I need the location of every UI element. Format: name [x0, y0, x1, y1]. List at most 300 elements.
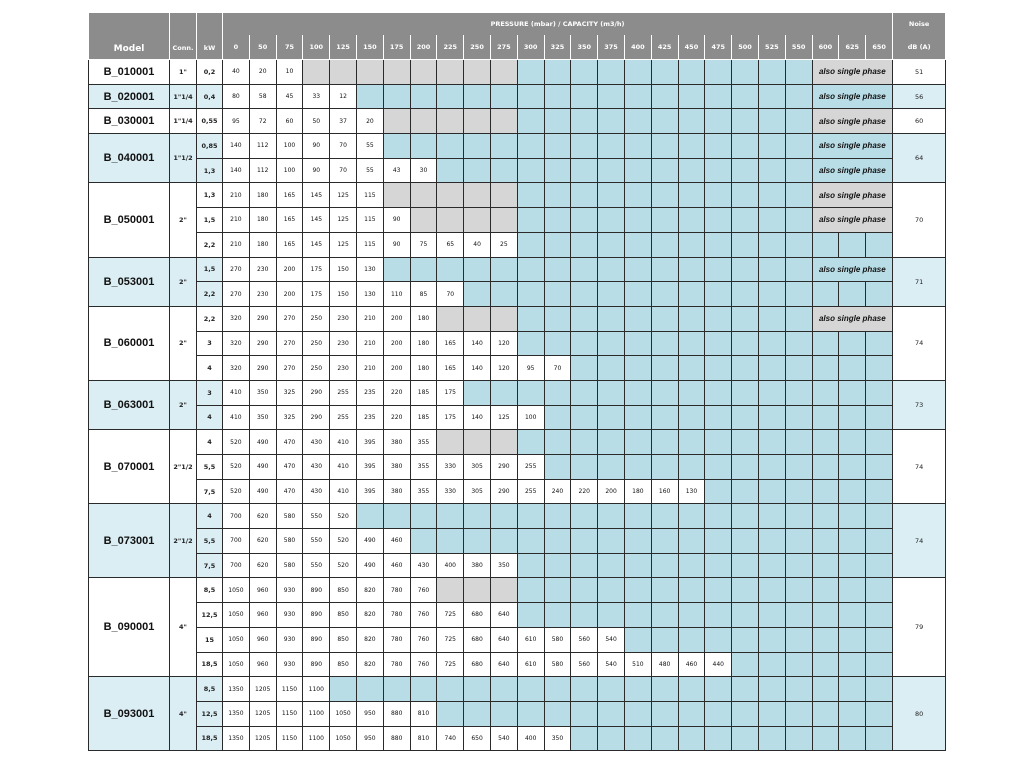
capacity-value: 620: [249, 504, 276, 529]
capacity-value: 55: [356, 158, 383, 183]
empty-cell: [464, 257, 491, 282]
empty-cell: [758, 134, 785, 159]
empty-cell: [651, 282, 678, 307]
empty-cell: [678, 183, 705, 208]
table-row: [89, 208, 946, 233]
empty-cell: [678, 578, 705, 603]
capacity-value: 210: [356, 331, 383, 356]
capacity-value: 200: [276, 257, 303, 282]
empty-cell: [544, 109, 571, 134]
empty-cell: [490, 109, 517, 134]
capacity-value: 210: [223, 208, 250, 233]
empty-cell: [678, 504, 705, 529]
capacity-value: 180: [249, 208, 276, 233]
noise-value: 51: [893, 60, 946, 85]
empty-cell: [598, 282, 625, 307]
empty-cell: [785, 603, 812, 628]
empty-cell: [705, 701, 732, 726]
empty-cell: [437, 578, 464, 603]
empty-cell: [383, 257, 410, 282]
empty-cell: [383, 109, 410, 134]
empty-cell: [839, 726, 866, 751]
empty-cell: [678, 701, 705, 726]
empty-cell: [517, 331, 544, 356]
empty-cell: [651, 60, 678, 85]
noise-value: 79: [893, 578, 946, 677]
noise-value: 71: [893, 257, 946, 306]
empty-cell: [383, 60, 410, 85]
empty-cell: [812, 553, 839, 578]
capacity-value: 270: [276, 356, 303, 381]
capacity-value: 950: [356, 726, 383, 751]
empty-cell: [839, 405, 866, 430]
capacity-value: 10: [276, 60, 303, 85]
capacity-value: 490: [249, 479, 276, 504]
power-kw: 2,2: [197, 282, 223, 307]
empty-cell: [464, 430, 491, 455]
empty-cell: [437, 84, 464, 109]
capacity-value: 130: [678, 479, 705, 504]
empty-cell: [464, 578, 491, 603]
empty-cell: [464, 529, 491, 554]
empty-cell: [464, 701, 491, 726]
capacity-value: 480: [651, 652, 678, 677]
empty-cell: [517, 208, 544, 233]
capacity-value: 100: [276, 134, 303, 159]
capacity-value: 75: [410, 232, 437, 257]
capacity-value: 120: [490, 331, 517, 356]
empty-cell: [571, 677, 598, 702]
empty-cell: [544, 282, 571, 307]
empty-cell: [812, 529, 839, 554]
capacity-value: 290: [249, 356, 276, 381]
capacity-value: 355: [410, 430, 437, 455]
empty-cell: [571, 504, 598, 529]
empty-cell: [598, 134, 625, 159]
empty-cell: [705, 109, 732, 134]
empty-cell: [678, 257, 705, 282]
capacity-value: 165: [276, 232, 303, 257]
empty-cell: [705, 158, 732, 183]
capacity-value: 240: [544, 479, 571, 504]
empty-cell: [812, 380, 839, 405]
capacity-value: 820: [356, 603, 383, 628]
empty-cell: [624, 84, 651, 109]
empty-cell: [624, 134, 651, 159]
empty-cell: [437, 529, 464, 554]
empty-cell: [571, 405, 598, 430]
capacity-value: 200: [383, 306, 410, 331]
capacity-value: 460: [383, 529, 410, 554]
empty-cell: [758, 603, 785, 628]
table-row: [89, 652, 946, 677]
capacity-value: 890: [303, 627, 330, 652]
capacity-value: 290: [490, 479, 517, 504]
empty-cell: [571, 529, 598, 554]
empty-cell: [517, 578, 544, 603]
capacity-value: 290: [303, 380, 330, 405]
empty-cell: [866, 677, 893, 702]
capacity-value: 165: [437, 331, 464, 356]
capacity-value: 510: [624, 652, 651, 677]
empty-cell: [678, 726, 705, 751]
capacity-value: 580: [276, 553, 303, 578]
capacity-value: 395: [356, 430, 383, 455]
empty-cell: [812, 578, 839, 603]
capacity-value: 430: [303, 430, 330, 455]
capacity-value: 680: [464, 627, 491, 652]
capacity-value: 1050: [223, 652, 250, 677]
capacity-value: 740: [437, 726, 464, 751]
empty-cell: [678, 60, 705, 85]
capacity-value: 1100: [303, 677, 330, 702]
pressure-col-50: 50: [249, 35, 276, 60]
capacity-value: 200: [383, 356, 410, 381]
header-noise: [893, 13, 946, 60]
noise-value: 56: [893, 84, 946, 109]
capacity-value: 1100: [303, 701, 330, 726]
empty-cell: [624, 257, 651, 282]
pressure-col-650: 650: [866, 35, 893, 60]
empty-cell: [758, 282, 785, 307]
capacity-value: 610: [517, 627, 544, 652]
connection-size: 2"1/2: [170, 430, 197, 504]
capacity-value: 50: [303, 109, 330, 134]
capacity-value: 430: [410, 553, 437, 578]
empty-cell: [705, 529, 732, 554]
power-kw: 0,2: [197, 60, 223, 85]
model-name: B_053001: [89, 257, 170, 306]
empty-cell: [839, 455, 866, 480]
capacity-value: 115: [356, 208, 383, 233]
noise-value: 64: [893, 134, 946, 183]
capacity-value: 780: [383, 627, 410, 652]
empty-cell: [544, 331, 571, 356]
pressure-col-425: 425: [651, 35, 678, 60]
empty-cell: [732, 84, 759, 109]
empty-cell: [571, 282, 598, 307]
capacity-value: 960: [249, 627, 276, 652]
pressure-col-300: 300: [517, 35, 544, 60]
empty-cell: [705, 677, 732, 702]
capacity-value: 410: [223, 405, 250, 430]
empty-cell: [464, 282, 491, 307]
empty-cell: [624, 578, 651, 603]
capacity-value: 350: [249, 380, 276, 405]
capacity-value: 1205: [249, 726, 276, 751]
power-kw: 0,4: [197, 84, 223, 109]
empty-cell: [651, 627, 678, 652]
capacity-value: 115: [356, 232, 383, 257]
empty-cell: [758, 479, 785, 504]
empty-cell: [356, 504, 383, 529]
empty-cell: [732, 208, 759, 233]
capacity-value: 45: [276, 84, 303, 109]
capacity-value: 80: [223, 84, 250, 109]
empty-cell: [517, 553, 544, 578]
capacity-value: 460: [383, 553, 410, 578]
empty-cell: [571, 726, 598, 751]
capacity-value: 930: [276, 578, 303, 603]
empty-cell: [517, 603, 544, 628]
capacity-value: 40: [223, 60, 250, 85]
capacity-value: 540: [490, 726, 517, 751]
capacity-value: 680: [464, 652, 491, 677]
capacity-value: 85: [410, 282, 437, 307]
empty-cell: [464, 134, 491, 159]
capacity-value: 60: [276, 109, 303, 134]
capacity-value: 350: [249, 405, 276, 430]
header-pressure-title: PRESSURE (mbar) / CAPACITY (m3/h): [223, 13, 893, 36]
empty-cell: [866, 479, 893, 504]
empty-cell: [598, 306, 625, 331]
capacity-value: 890: [303, 603, 330, 628]
empty-cell: [544, 578, 571, 603]
empty-cell: [598, 455, 625, 480]
noise-value: 74: [893, 430, 946, 504]
empty-cell: [866, 726, 893, 751]
capacity-value: 185: [410, 380, 437, 405]
empty-cell: [330, 677, 357, 702]
empty-cell: [651, 455, 678, 480]
empty-cell: [624, 677, 651, 702]
empty-cell: [705, 306, 732, 331]
capacity-value: 230: [330, 331, 357, 356]
capacity-value: 185: [410, 405, 437, 430]
empty-cell: [544, 134, 571, 159]
capacity-value: 180: [410, 306, 437, 331]
empty-cell: [490, 158, 517, 183]
empty-cell: [571, 331, 598, 356]
pressure-col-525: 525: [758, 35, 785, 60]
capacity-value: 1050: [223, 603, 250, 628]
capacity-value: 220: [383, 380, 410, 405]
empty-cell: [732, 603, 759, 628]
capacity-value: 350: [490, 553, 517, 578]
capacity-value: 112: [249, 158, 276, 183]
capacity-value: 255: [517, 479, 544, 504]
empty-cell: [383, 677, 410, 702]
empty-cell: [866, 529, 893, 554]
empty-cell: [437, 183, 464, 208]
empty-cell: [651, 331, 678, 356]
empty-cell: [356, 60, 383, 85]
empty-cell: [705, 60, 732, 85]
empty-cell: [437, 701, 464, 726]
empty-cell: [732, 479, 759, 504]
capacity-value: 70: [437, 282, 464, 307]
empty-cell: [624, 183, 651, 208]
empty-cell: [651, 109, 678, 134]
connection-size: 2": [170, 257, 197, 306]
power-kw: 15: [197, 627, 223, 652]
noise-value: 73: [893, 380, 946, 429]
table-row: [89, 479, 946, 504]
empty-cell: [732, 257, 759, 282]
capacity-value: 230: [249, 282, 276, 307]
capacity-value: 37: [330, 109, 357, 134]
empty-cell: [758, 84, 785, 109]
empty-cell: [866, 356, 893, 381]
pressure-col-400: 400: [624, 35, 651, 60]
capacity-value: 175: [437, 405, 464, 430]
empty-cell: [571, 430, 598, 455]
capacity-value: 250: [303, 331, 330, 356]
capacity-value: 270: [223, 282, 250, 307]
empty-cell: [732, 380, 759, 405]
empty-cell: [598, 331, 625, 356]
empty-cell: [651, 134, 678, 159]
empty-cell: [651, 529, 678, 554]
empty-cell: [624, 553, 651, 578]
capacity-value: 175: [303, 257, 330, 282]
empty-cell: [678, 109, 705, 134]
empty-cell: [812, 677, 839, 702]
noise-value: 80: [893, 677, 946, 751]
capacity-value: 165: [276, 183, 303, 208]
capacity-value: 960: [249, 603, 276, 628]
empty-cell: [437, 306, 464, 331]
empty-cell: [678, 553, 705, 578]
empty-cell: [437, 430, 464, 455]
empty-cell: [464, 677, 491, 702]
model-name: B_070001: [89, 430, 170, 504]
empty-cell: [571, 356, 598, 381]
capacity-value: 650: [464, 726, 491, 751]
empty-cell: [839, 479, 866, 504]
capacity-value: 20: [249, 60, 276, 85]
empty-cell: [678, 677, 705, 702]
capacity-value: 90: [383, 232, 410, 257]
capacity-value: 700: [223, 553, 250, 578]
empty-cell: [839, 627, 866, 652]
capacity-value: 180: [249, 183, 276, 208]
empty-cell: [517, 183, 544, 208]
empty-cell: [812, 504, 839, 529]
pressure-col-0: 0: [223, 35, 250, 60]
connection-size: 4": [170, 677, 197, 751]
empty-cell: [705, 380, 732, 405]
connection-size: 1"1/4: [170, 109, 197, 134]
single-phase-note: also single phase: [812, 208, 893, 233]
empty-cell: [517, 306, 544, 331]
empty-cell: [678, 430, 705, 455]
empty-cell: [732, 232, 759, 257]
empty-cell: [437, 134, 464, 159]
empty-cell: [705, 134, 732, 159]
empty-cell: [571, 603, 598, 628]
empty-cell: [732, 455, 759, 480]
pressure-col-325: 325: [544, 35, 571, 60]
capacity-value: 950: [356, 701, 383, 726]
empty-cell: [839, 380, 866, 405]
empty-cell: [383, 183, 410, 208]
capacity-value: 140: [464, 331, 491, 356]
empty-cell: [678, 603, 705, 628]
empty-cell: [705, 627, 732, 652]
empty-cell: [758, 578, 785, 603]
table-row: [89, 553, 946, 578]
capacity-value: 305: [464, 455, 491, 480]
capacity-value: 400: [437, 553, 464, 578]
pump-performance-table: [88, 12, 946, 751]
empty-cell: [758, 60, 785, 85]
empty-cell: [785, 627, 812, 652]
table-row: [89, 134, 946, 159]
empty-cell: [437, 60, 464, 85]
capacity-value: 1050: [330, 701, 357, 726]
power-kw: 4: [197, 504, 223, 529]
empty-cell: [517, 232, 544, 257]
connection-size: 1": [170, 60, 197, 85]
capacity-value: 520: [330, 504, 357, 529]
capacity-value: 70: [330, 158, 357, 183]
capacity-value: 230: [330, 306, 357, 331]
empty-cell: [464, 84, 491, 109]
empty-cell: [490, 578, 517, 603]
capacity-value: 270: [223, 257, 250, 282]
empty-cell: [598, 701, 625, 726]
table-row: [89, 455, 946, 480]
empty-cell: [624, 331, 651, 356]
pressure-col-350: 350: [571, 35, 598, 60]
empty-cell: [544, 183, 571, 208]
empty-cell: [464, 60, 491, 85]
capacity-value: 355: [410, 479, 437, 504]
capacity-value: 200: [598, 479, 625, 504]
empty-cell: [785, 232, 812, 257]
empty-cell: [705, 282, 732, 307]
model-name: B_060001: [89, 306, 170, 380]
capacity-value: 235: [356, 405, 383, 430]
empty-cell: [732, 553, 759, 578]
table-row: [89, 529, 946, 554]
power-kw: 3: [197, 331, 223, 356]
empty-cell: [705, 405, 732, 430]
empty-cell: [651, 726, 678, 751]
power-kw: 12,5: [197, 603, 223, 628]
empty-cell: [598, 380, 625, 405]
capacity-value: 440: [705, 652, 732, 677]
empty-cell: [517, 529, 544, 554]
empty-cell: [490, 430, 517, 455]
capacity-value: 850: [330, 603, 357, 628]
capacity-value: 725: [437, 627, 464, 652]
capacity-value: 550: [303, 553, 330, 578]
empty-cell: [785, 331, 812, 356]
capacity-value: 380: [464, 553, 491, 578]
capacity-value: 90: [303, 134, 330, 159]
empty-cell: [356, 84, 383, 109]
table-row: [89, 257, 946, 282]
power-kw: 1,3: [197, 158, 223, 183]
capacity-value: 125: [490, 405, 517, 430]
empty-cell: [705, 208, 732, 233]
capacity-value: 640: [490, 603, 517, 628]
power-kw: 4: [197, 430, 223, 455]
empty-cell: [785, 479, 812, 504]
empty-cell: [544, 380, 571, 405]
empty-cell: [651, 553, 678, 578]
capacity-value: 520: [223, 479, 250, 504]
empty-cell: [651, 306, 678, 331]
empty-cell: [732, 134, 759, 159]
model-name: B_073001: [89, 504, 170, 578]
capacity-value: 230: [249, 257, 276, 282]
empty-cell: [758, 331, 785, 356]
noise-value: 60: [893, 109, 946, 134]
power-kw: 5,5: [197, 529, 223, 554]
